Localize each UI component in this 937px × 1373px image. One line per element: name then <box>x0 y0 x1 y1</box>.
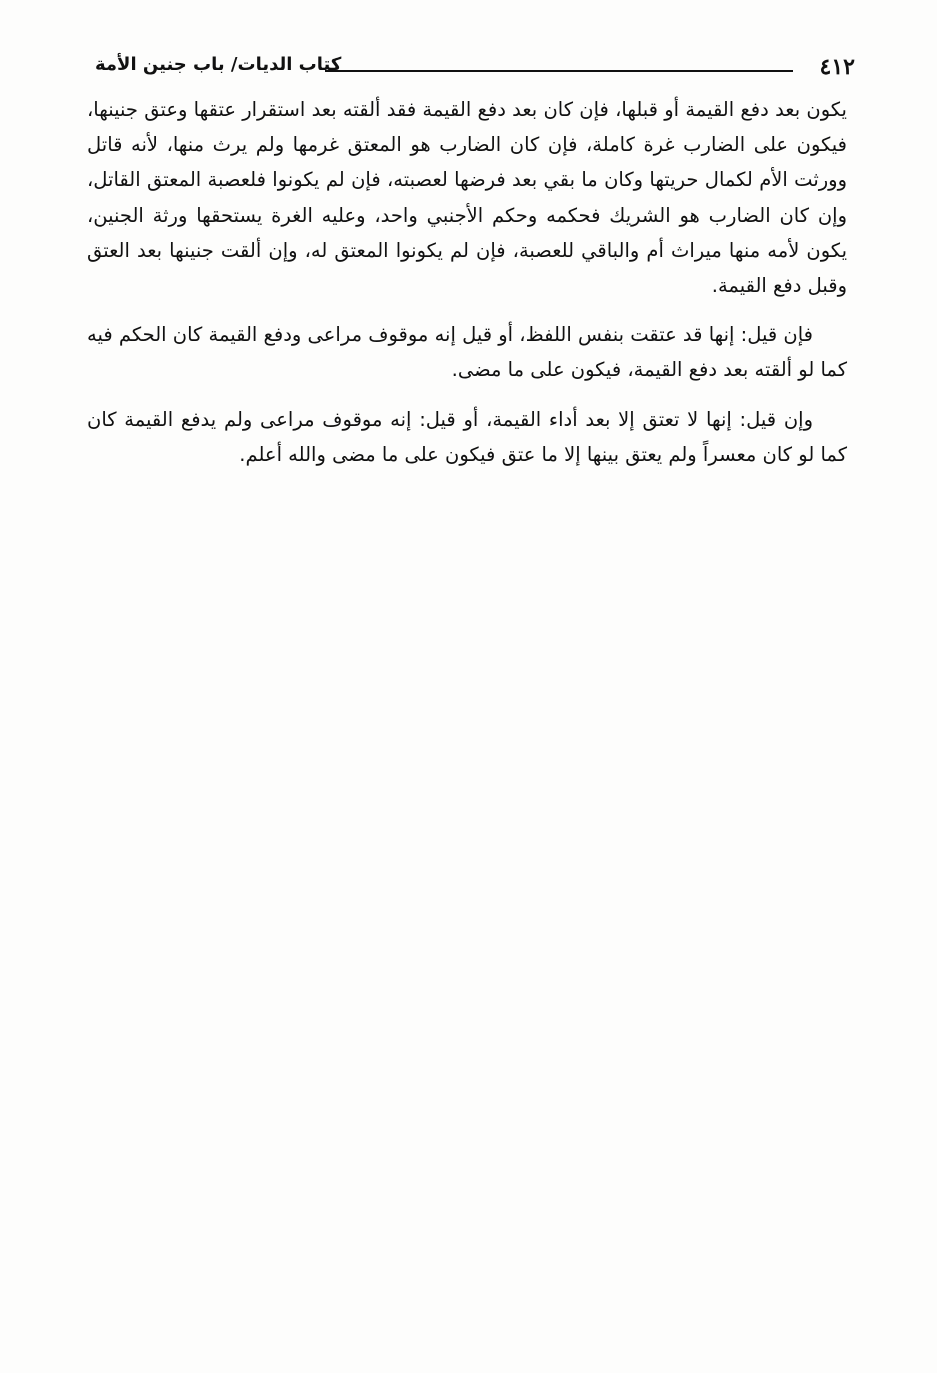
paragraph-2: فإن قيل: إنها قد عتقت بنفس اللفظ، أو قيل إنه موقوف مراعى ودفع القيمة كان الحكم فيه كما لو ألقته بعد دفع القيمة، فيكون على ما مضى. <box>87 323 847 382</box>
paragraph-3: وإن قيل: إنها لا تعتق إلا بعد أداء القيمة، أو قيل: إنه موقوف مراعى ولم يدفع القيمة كان كما لو كان معسراً ولم يعتق بينها إلا ما عتق فيكون على ما مضى والله أعلم. <box>87 407 847 466</box>
page-number: ٤١٢ <box>819 54 855 80</box>
running-title: كتاب الديات/ باب جنين الأمة <box>95 54 342 75</box>
page-header <box>95 50 855 90</box>
body-text <box>87 92 847 486</box>
paragraph-1: يكون بعد دفع القيمة أو قبلها، فإن كان بعد دفع القيمة فقد ألقته بعد استقرار عتقها وعتق جنينها، فيكون على الضارب غرة كاملة، فإن كان الضارب هو المعتق غرمها ولم يرث منها، لأنه قاتل وورثت الأم لكمال حريتها وكان ما بقي بعد فرضها لعصبته، فإن لم يكونوا فلعصبة المعتق القاتل، وإن كان الضارب هو الشريك فحكمه وحكم الأجنبي واحد، وعليه الغرة يستحقها ورثة الجنين، يكون لأمه منها ميراث أم والباقي للعصبة، فإن لم يكونوا المعتق له، وإن ألقت جنينها بعد العتق وقبل دفع القيمة. <box>87 98 847 298</box>
header-rule <box>325 70 793 72</box>
